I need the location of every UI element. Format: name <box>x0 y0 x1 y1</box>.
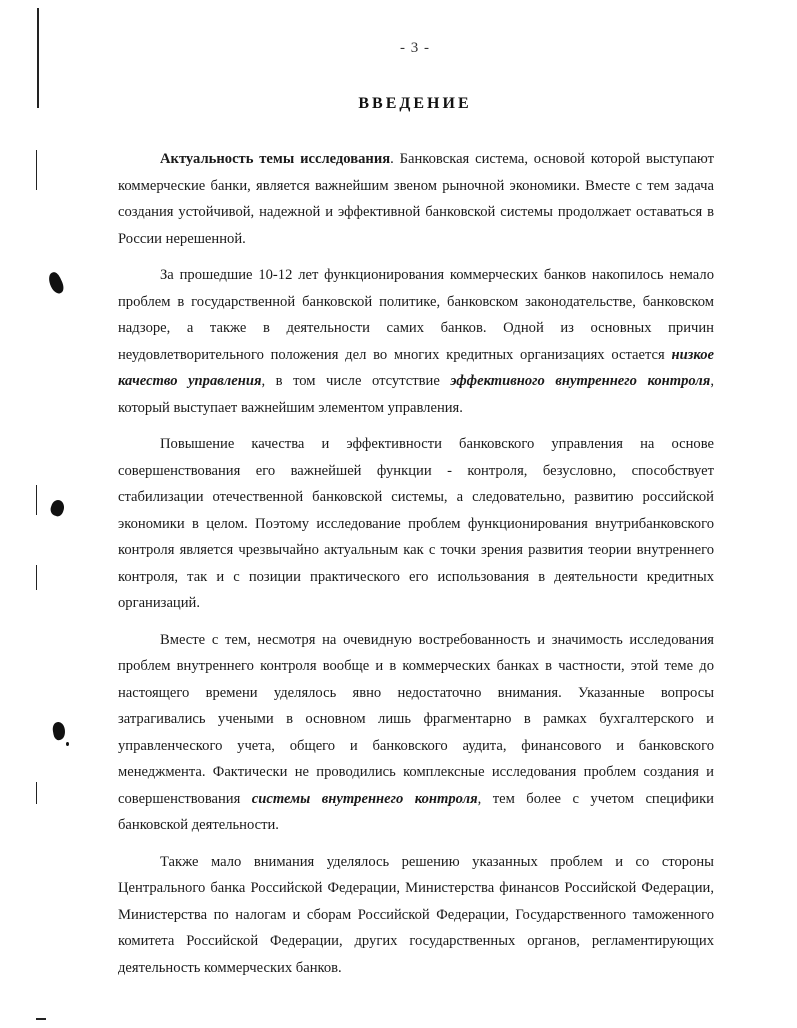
paragraph <box>118 849 714 982</box>
scan-edge-line <box>36 150 37 190</box>
emphasized-text: Актуальность темы исследования <box>160 151 391 167</box>
paragraph <box>118 146 714 252</box>
scan-blot-mark <box>46 270 66 295</box>
page-title: ВВЕДЕНИЕ <box>358 95 472 112</box>
scan-blot-mark <box>49 498 67 517</box>
text-run: Вместе с тем, несмотря на очевидную востребованность и значимость исследования проблем внутреннего контроля вообще и в коммерческих банках в частности, этой теме до настоящего времени уделялось явно недостаточно внимания. Указанные вопросы затрагивались учеными в основном лишь фрагментарно в рамках бухгалтерского и управленческого учета, общего и банковского аудита, финансового и банковского менеджмента. Фактически не проводились комплексные исследования проблем создания и совершенствования <box>118 631 714 807</box>
text-run: , в том числе отсутствие <box>261 373 451 389</box>
text-run: . Банковская система, основой которой выступают коммерческие банки, является важнейшим звеном рыночной экономики. Вместе с тем задача создания устойчивой, надежной и эффективной банковской системы продолжает оставаться в России нерешенной. <box>118 151 714 247</box>
scan-blot-mark <box>52 721 67 741</box>
text-run: Также мало внимания уделялось решению указанных проблем и со стороны Центрального банка Российской Федерации, Министерства финансов Российской Федерации, Министерства по налогам и сборам Российской Федерации, Государственного таможенного комитета Российской Федерации, других государственных органов, регламентирующих деятельность коммерческих банков. <box>118 853 714 976</box>
emphasized-text: низкое качество управления <box>118 346 714 389</box>
paragraph <box>118 627 714 839</box>
scan-edge-line <box>36 1018 46 1020</box>
text-run: Повышение качества и эффективности банковского управления на основе совершенствования его важнейшей функции - контроля, безусловно, способствует стабилизации отечественной банковской системы, а следовательно, развитию российской экономики в целом. Поэтому исследование проблем функционирования внутрибанковского контроля является чрезвычайно актуальным как с точки зрения развития теории внутреннего контроля, так и с позиции практического его использования в деятельности кредитных организаций. <box>118 436 714 611</box>
body-text <box>118 146 714 991</box>
text-run: , тем более с учетом специфики банковской деятельности. <box>118 790 714 833</box>
emphasized-text: эффективного внутреннего контроля <box>450 373 711 389</box>
scan-edge-line <box>36 565 37 590</box>
scan-blot-mark <box>66 742 69 746</box>
paragraph <box>118 431 714 617</box>
scan-edge-line <box>37 8 39 108</box>
scan-edge-line <box>36 485 37 515</box>
page-number: - 3 - <box>400 40 430 56</box>
paragraph <box>118 262 714 421</box>
text-run: За прошедшие 10-12 лет функционирования коммерческих банков накопилось немало проблем в государственной банковской политике, банковском законодательстве, банковском надзоре, а также в деятельности самих банков. Одной из основных причин неудовлетворительного положения дел во многих кредитных организациях остается <box>118 267 714 363</box>
emphasized-text: системы внутреннего контроля <box>251 790 478 807</box>
text-run: , который выступает важнейшим элементом управления. <box>118 373 714 416</box>
scan-edge-line <box>36 782 37 804</box>
